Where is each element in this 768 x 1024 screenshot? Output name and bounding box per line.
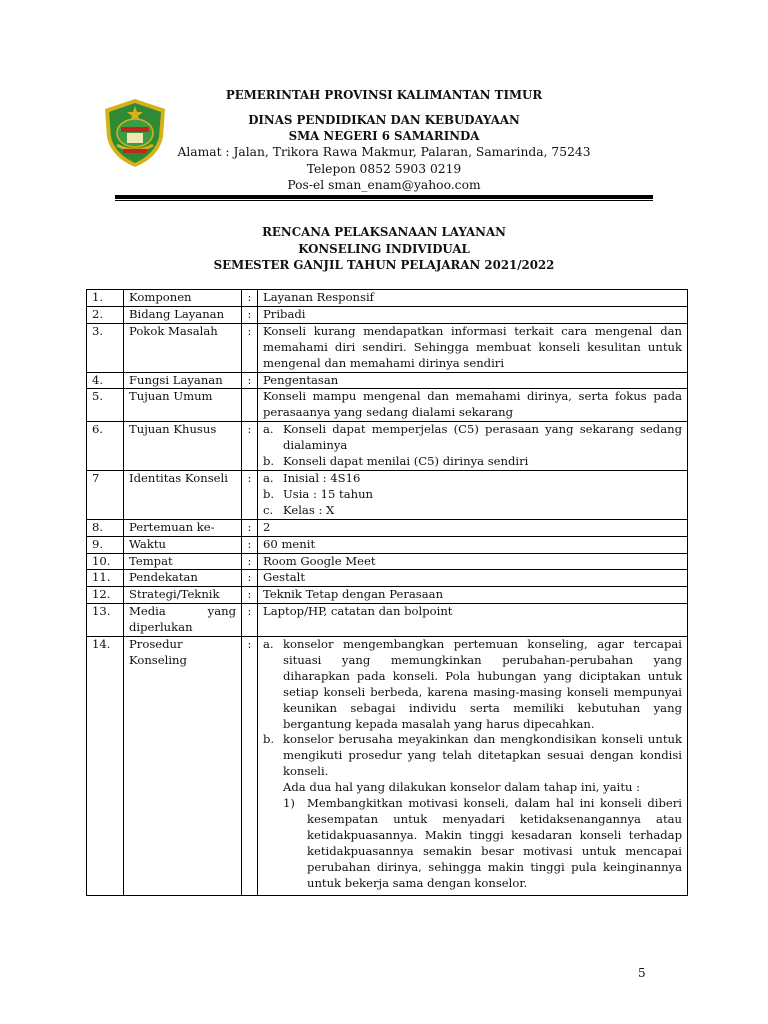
row-value: Laptop/HP, catatan dan bolpoint <box>258 604 688 637</box>
row-value: 2 <box>258 519 688 536</box>
list-marker: b. <box>263 454 275 469</box>
row-value: Pribadi <box>258 306 688 323</box>
table-row <box>87 553 688 570</box>
row-label: Pokok Masalah <box>124 323 242 372</box>
list-text: Konseli dapat menilai (C5) dirinya sendiri <box>283 454 529 469</box>
row-number: 9. <box>87 536 124 553</box>
list-text: Membangkitkan motivasi konseli, dalam hal ini konseli diberi kesempatan untuk menyadari ketidaksenangannya atau ketidakpuasannya. Makin tinggi kesadaran konseli terhadap ketidakpuasannya semakin besar motivasi untuk mencapai perubahan dirinya, sehingga makin tinggi pula keinginannya untuk bekerja sama dengan konselor. <box>307 796 682 890</box>
row-separator: : <box>242 587 258 604</box>
list-text: konselor mengembangkan pertemuan konseling, agar tercapai situasi yang memungkinkan perubahan-perubahan yang diharapkan pada konseli. Pola hubungan yang diciptakan untuk setiap konseli berbeda, karena masing-masing konseli mempunyai keunikan sebagai individu serta memiliki kebutuhan yang bergantung kepada masalah yang harus dipecahkan. <box>283 637 682 731</box>
list-text: Inisial : 4S16 <box>283 470 361 485</box>
row-label: Strategi/Teknik <box>124 587 242 604</box>
row-number: 4. <box>87 372 124 389</box>
table-row <box>87 372 688 389</box>
table-row <box>87 637 688 896</box>
table-row <box>87 306 688 323</box>
row-number: 11. <box>87 570 124 587</box>
row-number: 5. <box>87 389 124 422</box>
row-value: Gestalt <box>258 570 688 587</box>
list-item <box>263 637 682 732</box>
row-value: Room Google Meet <box>258 553 688 570</box>
table-row <box>87 290 688 307</box>
row-number: 8. <box>87 519 124 536</box>
list-text: Usia : 15 tahun <box>283 486 374 501</box>
list-marker: a. <box>263 637 274 652</box>
table-row <box>87 536 688 553</box>
table-row <box>87 587 688 604</box>
row-number: 13. <box>87 604 124 637</box>
row-separator: : <box>242 519 258 536</box>
row-value: Pengentasan <box>258 372 688 389</box>
row-label: Tempat <box>124 553 242 570</box>
row-separator: : <box>242 422 258 471</box>
list-text: konselor berusaha meyakinkan dan mengkondisikan konseli untuk mengikuti prosedur yang telah ditetapkan sesuai dengan kondisi konseli. <box>283 732 682 779</box>
row-value: Konseli kurang mendapatkan informasi terkait cara mengenal dan memahami diri sendiri. Sehingga membuat konseli kesulitan untuk mengenal dan memahami dirinya sendiri <box>258 323 688 372</box>
school-name: SMA NEGERI 6 SAMARINDA <box>288 129 480 143</box>
row-value: Layanan Responsif <box>258 290 688 307</box>
table-row <box>87 470 688 519</box>
table-row <box>87 422 688 471</box>
row-separator <box>242 389 258 422</box>
row-separator: : <box>242 323 258 372</box>
row-value <box>258 637 688 896</box>
department-name: DINAS PENDIDIKAN DAN KEBUDAYAAN <box>248 113 520 127</box>
row-label: Media yang diperlukan <box>124 604 242 637</box>
row-label: Bidang Layanan <box>124 306 242 323</box>
row-value <box>258 422 688 471</box>
row-label: Pertemuan ke- <box>124 519 242 536</box>
row-number: 3. <box>87 323 124 372</box>
list-item <box>263 487 682 503</box>
letterhead-divider <box>115 195 653 199</box>
row-label: Waktu <box>124 536 242 553</box>
row-number: 6. <box>87 422 124 471</box>
table-row <box>87 389 688 422</box>
list-marker: 1) <box>283 796 295 811</box>
list-item <box>263 422 682 454</box>
list-marker: b. <box>263 486 275 501</box>
row-number: 7 <box>87 470 124 519</box>
procedure-note: Ada dua hal yang dilakukan konselor dalam tahap ini, yaitu : <box>283 780 641 795</box>
row-label: Fungsi Layanan <box>124 372 242 389</box>
row-number: 12. <box>87 587 124 604</box>
list-marker: a. <box>263 470 274 485</box>
row-separator: : <box>242 372 258 389</box>
row-number: 1. <box>87 290 124 307</box>
list-item <box>263 503 682 519</box>
row-label: Pendekatan <box>124 570 242 587</box>
school-address: Alamat : Jalan, Trikora Rawa Makmur, Palaran, Samarinda, 75243 <box>177 145 591 159</box>
row-label: Tujuan Khusus <box>124 422 242 471</box>
school-email: Pos-el sman_enam@yahoo.com <box>287 178 481 192</box>
row-separator: : <box>242 306 258 323</box>
list-text: Kelas : X <box>283 502 335 517</box>
row-value <box>258 470 688 519</box>
school-phone: Telepon 0852 5903 0219 <box>306 162 462 176</box>
letterhead-divider-thin <box>115 200 653 201</box>
row-label: Komponen <box>124 290 242 307</box>
table-row <box>87 604 688 637</box>
list-item <box>263 454 682 470</box>
row-number: 2. <box>87 306 124 323</box>
row-separator: : <box>242 290 258 307</box>
row-separator: : <box>242 637 258 896</box>
row-separator: : <box>242 470 258 519</box>
title-line-2: KONSELING INDIVIDUAL <box>298 242 470 256</box>
page-number: 5 <box>638 966 646 980</box>
row-label: Identitas Konseli <box>124 470 242 519</box>
row-value: Konseli mampu mengenal dan memahami dirinya, serta fokus pada perasaanya yang sedang dialami sekarang <box>258 389 688 422</box>
row-value: Teknik Tetap dengan Perasaan <box>258 587 688 604</box>
government-name: PEMERINTAH PROVINSI KALIMANTAN TIMUR <box>225 88 543 102</box>
list-item <box>263 732 682 780</box>
row-label: Prosedur Konseling <box>124 637 242 896</box>
row-number: 10. <box>87 553 124 570</box>
title-line-1: RENCANA PELAKSANAAN LAYANAN <box>262 225 506 239</box>
table-row <box>87 323 688 372</box>
service-plan-table <box>86 289 688 896</box>
row-separator: : <box>242 604 258 637</box>
row-number: 14. <box>87 637 124 896</box>
list-text: Konseli dapat memperjelas (C5) perasaan yang sekarang sedang dialaminya <box>283 422 682 453</box>
row-separator: : <box>242 536 258 553</box>
title-line-3: SEMESTER GANJIL TAHUN PELAJARAN 2021/2022 <box>213 258 555 272</box>
list-marker: a. <box>263 422 274 437</box>
row-separator: : <box>242 553 258 570</box>
row-value: 60 menit <box>258 536 688 553</box>
list-item <box>263 471 682 487</box>
list-marker: c. <box>263 502 274 517</box>
table-row <box>87 519 688 536</box>
table-row <box>87 570 688 587</box>
row-separator: : <box>242 570 258 587</box>
list-item <box>263 796 682 891</box>
list-marker: b. <box>263 732 275 747</box>
row-label: Tujuan Umum <box>124 389 242 422</box>
